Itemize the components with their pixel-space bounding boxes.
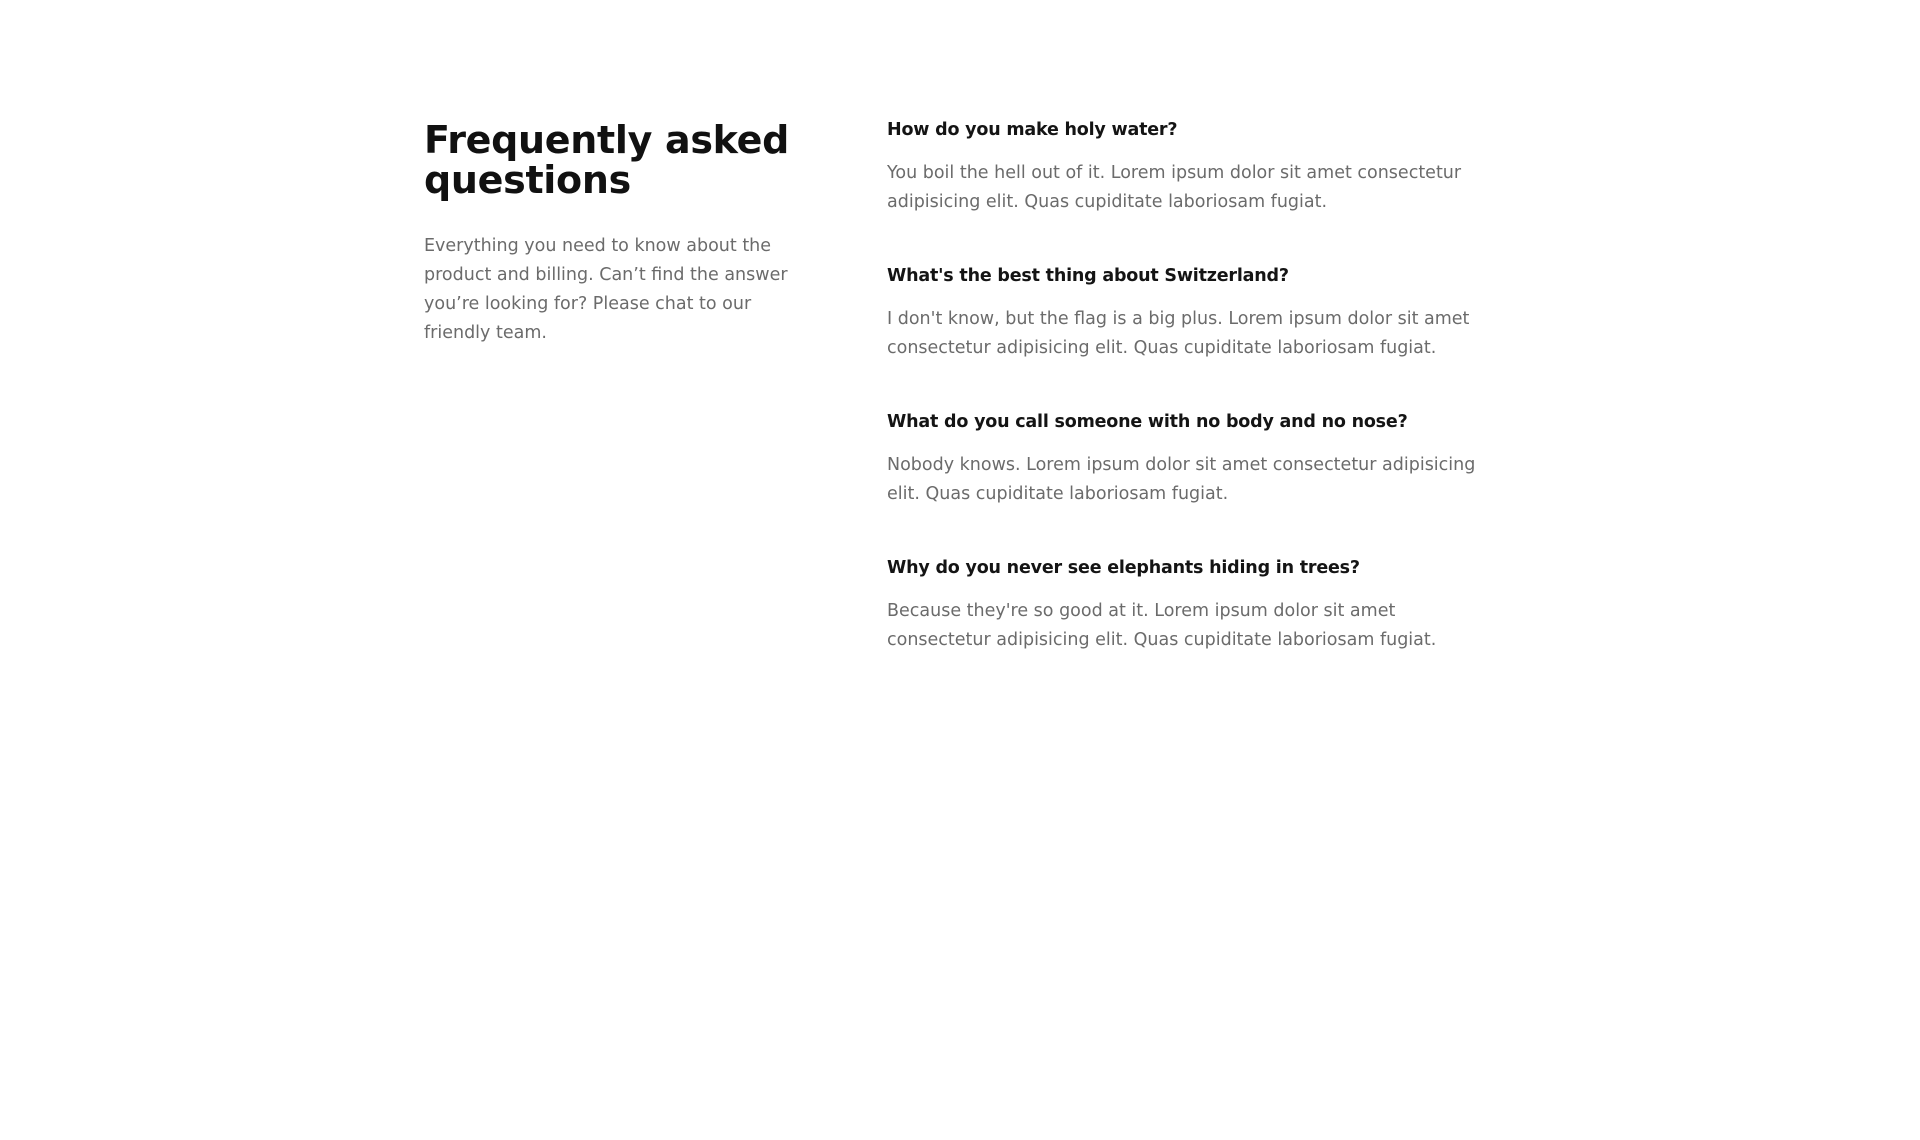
faq-question: What do you call someone with no body and no nose? (887, 412, 1408, 432)
page-title (424, 120, 812, 200)
faq-list (887, 120, 1496, 704)
faq-intro (424, 120, 812, 348)
faq-answer: I don't know, but the flag is a big plus. Lorem ipsum dolor sit amet consectetur adipisicing elit. Quas cupiditate laboriosam fugiat. (887, 309, 1470, 358)
faq-question: Why do you never see elephants hiding in trees? (887, 558, 1360, 578)
title-line-1: Frequently asked (424, 118, 789, 162)
faq-description: Everything you need to know about the product and billing. Can’t find the answer you’re looking for? Please chat to our friendly team. (424, 236, 788, 343)
faq-item (887, 120, 1496, 217)
faq-answer: Nobody knows. Lorem ipsum dolor sit amet consectetur adipisicing elit. Quas cupiditate laboriosam fugiat. (887, 455, 1476, 504)
faq-item (887, 266, 1496, 363)
faq-question: What's the best thing about Switzerland? (887, 266, 1289, 286)
faq-question: How do you make holy water? (887, 120, 1178, 140)
faq-item (887, 558, 1496, 655)
faq-section (424, 120, 1496, 704)
faq-answer: Because they're so good at it. Lorem ipsum dolor sit amet consectetur adipisicing elit. Quas cupiditate laboriosam fugiat. (887, 601, 1437, 650)
faq-item (887, 412, 1496, 509)
title-line-2: questions (424, 158, 631, 202)
faq-answer: You boil the hell out of it. Lorem ipsum dolor sit amet consectetur adipisicing elit. Quas cupiditate laboriosam fugiat. (887, 163, 1462, 212)
